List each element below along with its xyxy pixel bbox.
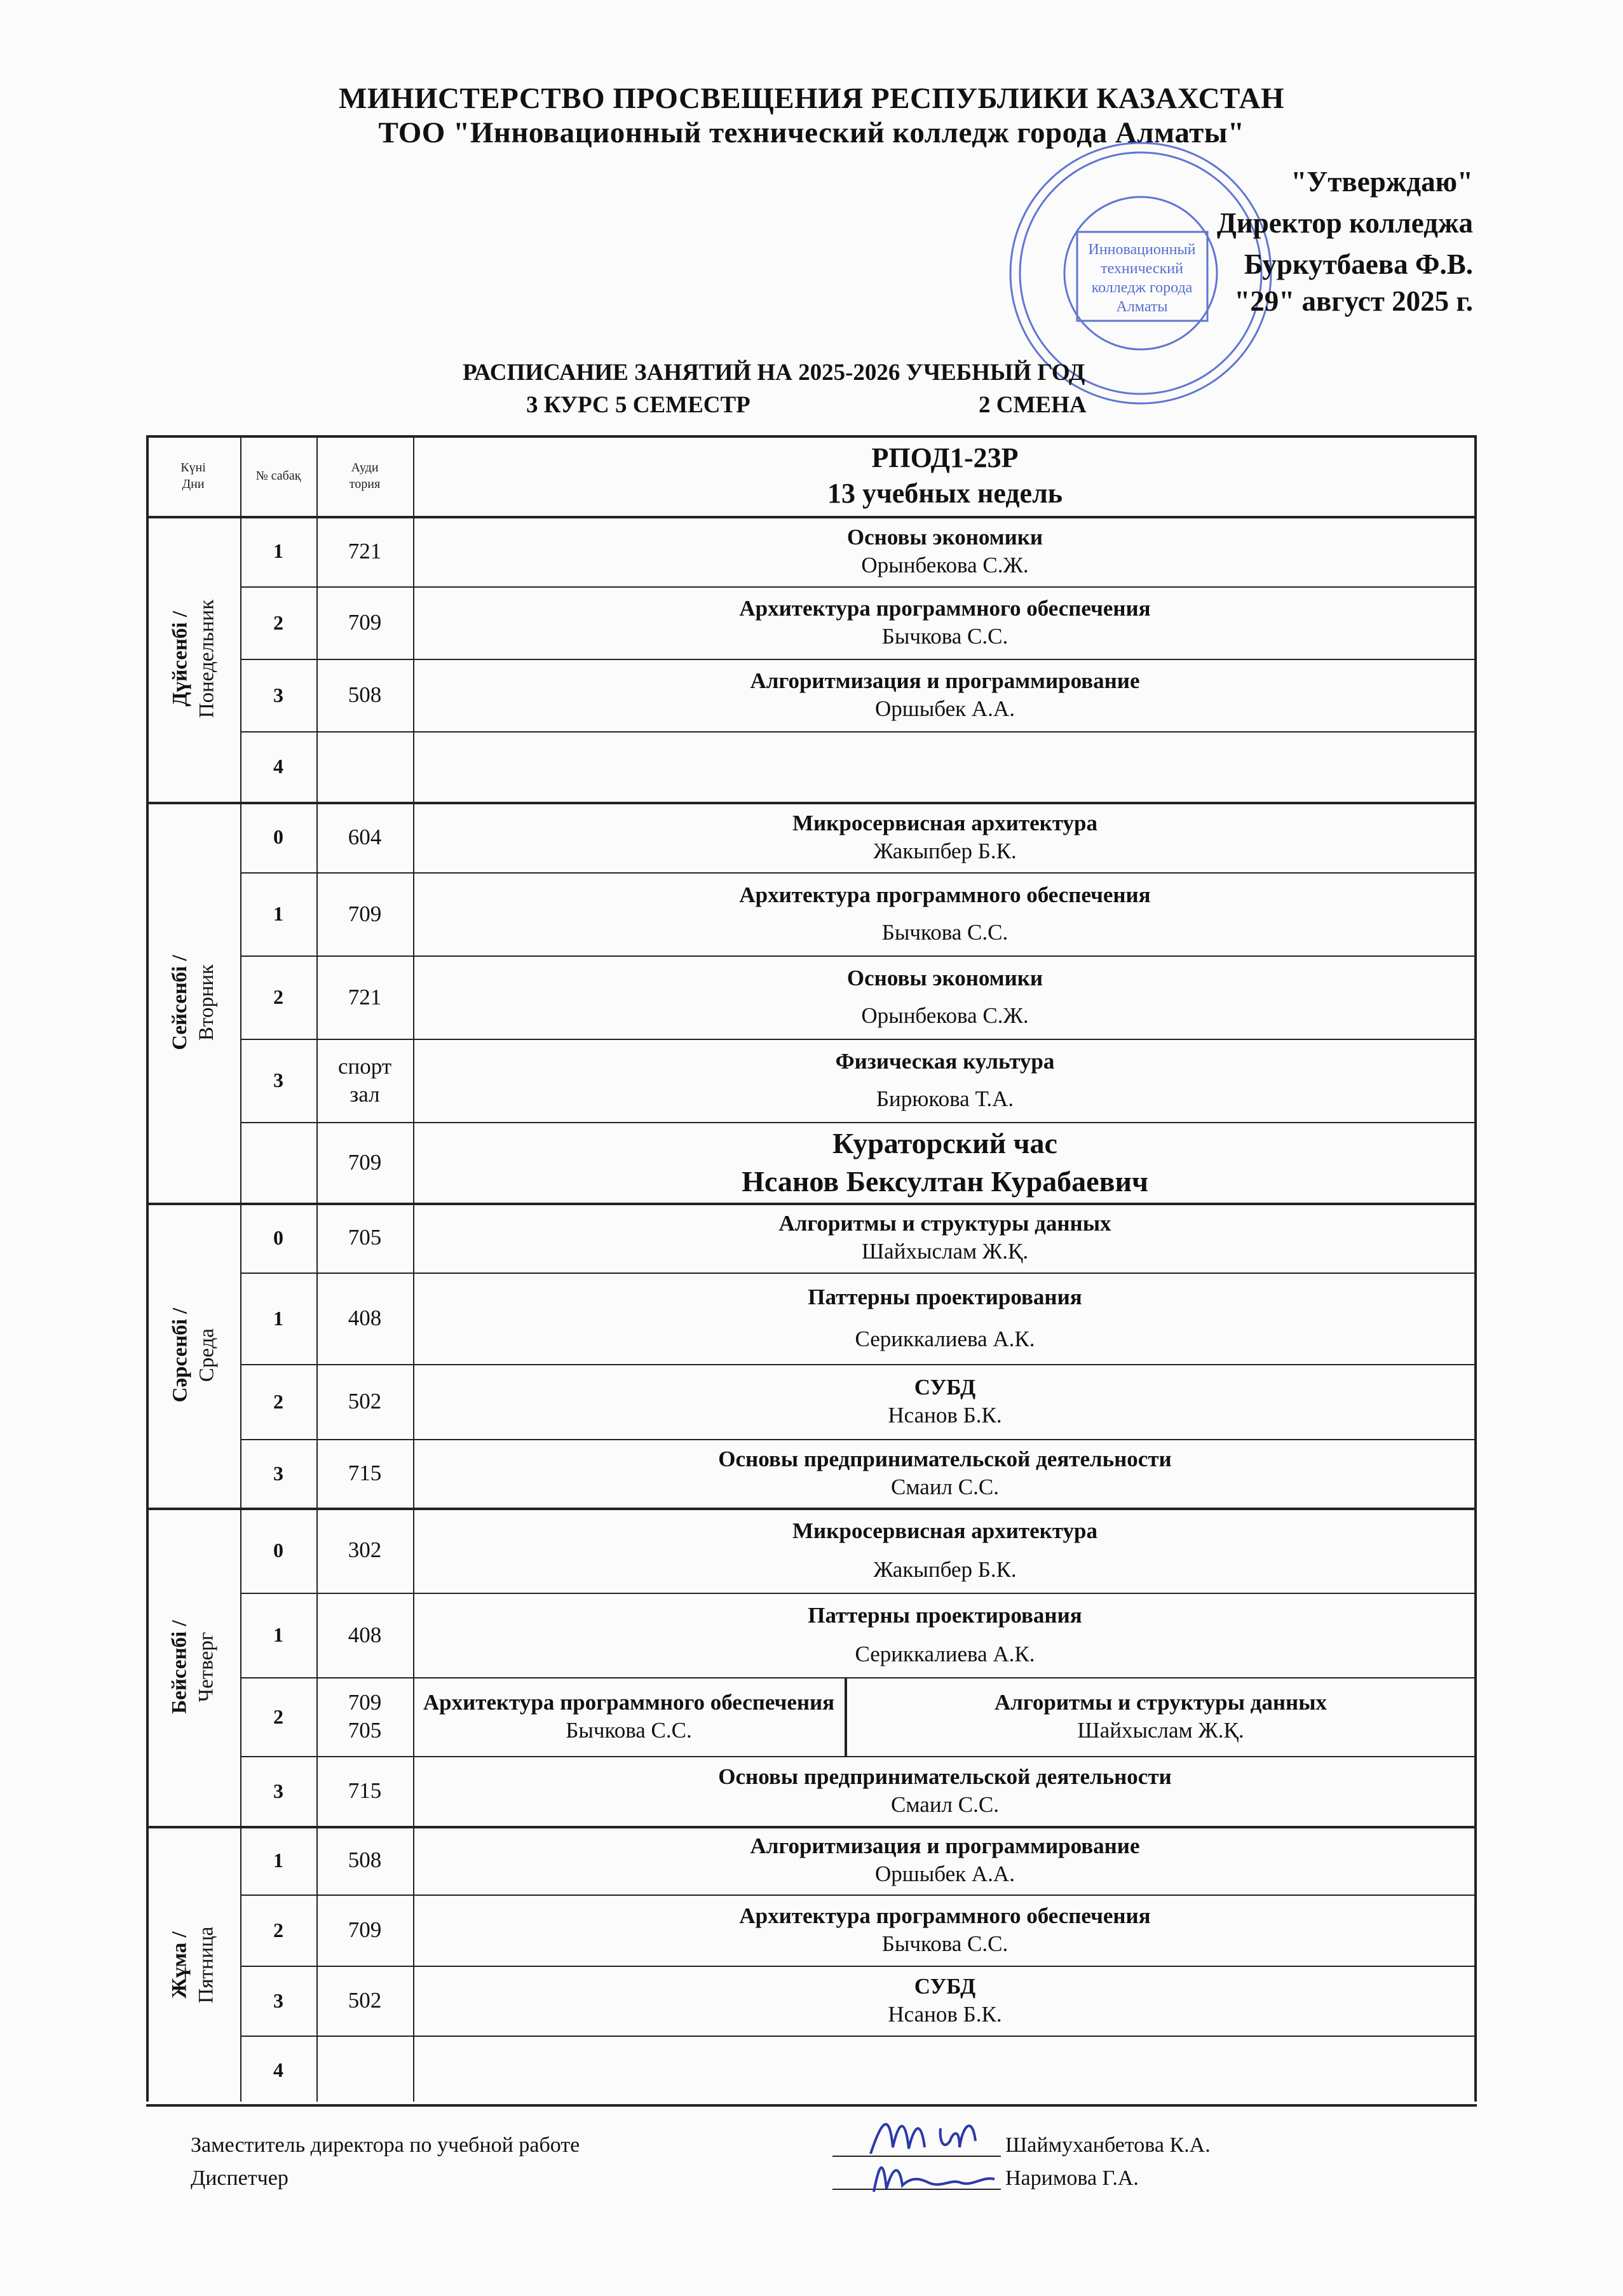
header-group [413, 435, 1477, 516]
room-value: 705 [348, 1225, 382, 1250]
teacher-name: Жакыпбер Б.К. [873, 838, 1017, 863]
room-value: 715 [348, 1461, 382, 1485]
room-cell [316, 1894, 413, 1966]
room-value: 721 [348, 984, 382, 1010]
day-name-kz: Сәрсенбі / [168, 1307, 192, 1403]
lesson-number [240, 1203, 316, 1273]
header-room-1: Ауди [351, 460, 379, 475]
approval-line-3: Буркутбаева Ф.В. [1244, 248, 1473, 280]
table-rule [146, 435, 149, 2102]
room-value: 709 [348, 1917, 382, 1942]
room-value-2: 705 [348, 1718, 382, 1743]
room-cell [316, 1756, 413, 1826]
lesson-cell [413, 1203, 1477, 1273]
lesson-number-value: 1 [273, 1623, 283, 1646]
room-cell [316, 1593, 413, 1677]
table-rule [413, 435, 414, 2102]
lesson-number-value: 2 [273, 611, 283, 634]
lesson-number-value: 4 [273, 755, 283, 778]
lesson-number [240, 731, 316, 802]
room-cell [316, 1439, 413, 1508]
room-cell [316, 1273, 413, 1364]
teacher-name-b: Шайхыслам Ж.Қ. [1077, 1718, 1244, 1743]
room-cell [316, 1122, 413, 1203]
day-name [166, 1620, 220, 1713]
lesson-number-value: 3 [273, 1069, 283, 1091]
weeks-count: 13 учебных недель [827, 477, 1063, 509]
day-name-kz: Сейсенбі / [168, 954, 192, 1050]
lesson-number-value: 0 [273, 1538, 283, 1562]
lesson-number [240, 2036, 316, 2104]
lesson-number [240, 1439, 316, 1508]
subject-name: Архитектура программного обеспечения [423, 1690, 835, 1715]
room-value: 508 [348, 1847, 382, 1872]
room-cell [316, 586, 413, 659]
lesson-cell [413, 1593, 1477, 1677]
shift-label: 2 СМЕНА [979, 392, 1087, 418]
college-heading: ТОО "Инновационный технический колледж города Алматы" [378, 116, 1245, 149]
subject-name: Архитектура программного обеспечения [739, 596, 1151, 621]
teacher-name: Оршыбек А.А. [875, 696, 1015, 721]
lesson-number-value: 3 [273, 683, 283, 706]
day-label [146, 802, 240, 1203]
room-value: 709 [348, 610, 382, 635]
lesson-number-value: 0 [273, 1226, 283, 1249]
lesson-cell [413, 1122, 1477, 1203]
table-rule [146, 2104, 1477, 2107]
lesson-number [240, 802, 316, 872]
table-rule [146, 435, 1477, 438]
course-label: 3 КУРС 5 СЕМЕСТР [526, 392, 750, 418]
subject-name: Алгоритмизация и программирование [750, 668, 1140, 693]
lesson-number [240, 1894, 316, 1966]
approval-line-1: "Утверждаю" [1291, 166, 1473, 198]
subject-name: Паттерны проектирования [808, 1285, 1082, 1309]
teacher-name: Орынбекова С.Ж. [861, 1003, 1029, 1029]
approval-line-4: "29" август 2025 г. [1234, 285, 1473, 317]
teacher-name: Оршыбек А.А. [875, 1861, 1015, 1886]
lesson-number-value: 1 [273, 539, 283, 562]
room-value: 502 [348, 1389, 382, 1414]
lesson-number [240, 1039, 316, 1122]
subject-name: Основы экономики [846, 965, 1043, 990]
lesson-number-value: 3 [273, 1779, 283, 1802]
lesson-cell [413, 731, 1477, 802]
room-cell [316, 2036, 413, 2104]
lesson-number [240, 1122, 316, 1203]
day-name [166, 1308, 220, 1403]
teacher-name: Орынбекова С.Ж. [861, 552, 1029, 577]
subject-name: Физическая культура [835, 1048, 1055, 1074]
room-value: 502 [348, 1988, 382, 2013]
room-cell [316, 1039, 413, 1122]
lesson-cell [413, 1273, 1477, 1364]
room-value: 709 [348, 1690, 382, 1715]
lesson-cell-b [845, 1677, 1477, 1756]
room-cell [316, 1677, 413, 1756]
header-days-ru: Дни [182, 476, 205, 491]
ministry-heading: МИНИСТЕРСТВО ПРОСВЕЩЕНИЯ РЕСПУБЛИКИ КАЗАХСТАН [338, 82, 1285, 115]
header-lesson-label: № сабақ [255, 468, 301, 483]
subject-name: Основы предпринимательской деятельности [718, 1447, 1172, 1471]
subject-name: СУБД [914, 1974, 976, 1999]
header-lesson-no [240, 435, 316, 516]
dispatcher-name: Наримова Г.А. [1005, 2166, 1139, 2190]
lesson-number [240, 1593, 316, 1677]
room-cell [316, 1364, 413, 1439]
curator-hour-title: Кураторский час [832, 1126, 1057, 1159]
room-cell [316, 1203, 413, 1273]
subject-name: Микросервисная архитектура [792, 1518, 1097, 1543]
subject-name: Архитектура программного обеспечения [739, 1903, 1151, 1928]
room-value: 709 [348, 901, 382, 926]
table-rule [240, 435, 241, 2102]
lesson-number-value: 1 [273, 1848, 283, 1872]
lesson-cell [413, 516, 1477, 586]
stamp-text-3: колледж города [1091, 280, 1193, 296]
lesson-number [240, 586, 316, 659]
approval-line-2: Директор колледжа [1216, 207, 1473, 239]
day-label [146, 1826, 240, 2104]
lesson-cell [413, 1039, 1477, 1122]
lesson-number-value: 0 [273, 825, 283, 848]
day-label [146, 516, 240, 802]
lesson-number [240, 1677, 316, 1756]
lesson-number [240, 1756, 316, 1826]
teacher-name: Бычкова С.С. [881, 1931, 1008, 1956]
lesson-cell [413, 1677, 845, 1756]
room-value: 715 [348, 1778, 382, 1803]
room-cell [316, 1508, 413, 1593]
lesson-number [240, 1966, 316, 2036]
room-value-2: зал [350, 1081, 380, 1107]
schedule-table [146, 435, 1477, 2102]
lesson-cell [413, 1966, 1477, 2036]
room-cell [316, 872, 413, 956]
day-name [166, 955, 220, 1050]
lesson-number [240, 516, 316, 586]
subject-name: Основы предпринимательской деятельности [718, 1764, 1172, 1789]
lesson-number-value: 4 [273, 2058, 283, 2081]
header-days-kz: Күні [180, 460, 206, 475]
lesson-number-value: 2 [273, 1389, 283, 1413]
room-cell [316, 802, 413, 872]
teacher-name: Бычкова С.С. [881, 624, 1008, 649]
lesson-cell [413, 872, 1477, 956]
teacher-name: Жакыпбер Б.К. [873, 1557, 1017, 1582]
teacher-name: Нсанов Б.К. [888, 2002, 1002, 2027]
day-name-ru: Пятница [195, 1926, 218, 2004]
day-name-ru: Среда [195, 1328, 219, 1382]
day-label [146, 1203, 240, 1508]
lesson-number-value: 3 [273, 1461, 283, 1485]
curator-name: Нсанов Бексултан Курабаевич [742, 1165, 1148, 1198]
stamp-text-4: Алматы [1116, 299, 1168, 315]
day-name-kz: Дүйсенбі / [168, 611, 192, 707]
day-name [166, 1926, 220, 2003]
header-days [146, 435, 240, 516]
deputy-name: Шаймуханбетова К.А. [1005, 2133, 1211, 2157]
header-room [316, 435, 413, 516]
lesson-number [240, 956, 316, 1039]
subject-name: Паттерны проектирования [808, 1603, 1082, 1628]
teacher-name: Бычкова С.С. [566, 1718, 692, 1743]
subject-name: СУБД [914, 1375, 976, 1400]
subject-name: Архитектура программного обеспечения [739, 882, 1151, 907]
room-value: 508 [348, 682, 382, 707]
stamp-text-1: Инновационный [1088, 241, 1196, 258]
lesson-cell [413, 586, 1477, 659]
day-name-ru: Вторник [195, 964, 219, 1041]
room-cell [316, 956, 413, 1039]
lesson-cell [413, 1364, 1477, 1439]
stamp-text-2: технический [1101, 260, 1183, 277]
teacher-name: Шайхыслам Ж.Қ. [861, 1239, 1029, 1264]
lesson-cell [413, 1894, 1477, 1966]
subject-name: Основы экономики [846, 524, 1043, 550]
day-label [146, 1508, 240, 1826]
room-value: 408 [348, 1622, 382, 1647]
subject-name: Алгоритмизация и программирование [750, 1833, 1140, 1858]
room-cell [316, 731, 413, 802]
group-name: РПОД1-23Р [871, 442, 1019, 473]
day-name-ru: Понедельник [195, 599, 219, 719]
teacher-name: Бирюкова Т.А. [876, 1086, 1014, 1112]
day-name [166, 600, 220, 719]
lesson-cell [413, 1439, 1477, 1508]
schedule-title: РАСПИСАНИЕ ЗАНЯТИЙ НА 2025-2026 УЧЕБНЫЙ ГОД [463, 360, 1085, 386]
lesson-cell [413, 1756, 1477, 1826]
lesson-number-value: 2 [273, 1705, 283, 1728]
dispatcher-signature-icon [864, 2151, 1010, 2201]
room-value: 709 [348, 1149, 382, 1175]
room-value: 604 [348, 824, 382, 849]
deputy-title: Заместитель директора по учебной работе [191, 2133, 580, 2157]
day-name-kz: Бейсенбі / [168, 1619, 191, 1714]
day-name-ru: Четверг [195, 1631, 218, 1702]
table-rule [845, 1677, 847, 1756]
teacher-name: Смаил С.С. [891, 1475, 999, 1499]
teacher-name: Нсанов Б.К. [888, 1403, 1002, 1428]
lesson-number [240, 1826, 316, 1894]
lesson-cell [413, 659, 1477, 731]
lesson-number-value: 2 [273, 1918, 283, 1941]
room-value: 302 [348, 1537, 382, 1562]
room-cell [316, 1826, 413, 1894]
table-rule [316, 435, 318, 2102]
teacher-name: Смаил С.С. [891, 1792, 999, 1817]
room-value: 721 [348, 538, 382, 564]
room-value: 408 [348, 1306, 382, 1330]
room-value: спорт [337, 1053, 392, 1079]
lesson-number-value: 3 [273, 1989, 283, 2012]
lesson-cell [413, 956, 1477, 1039]
lesson-number [240, 1273, 316, 1364]
room-cell [316, 1966, 413, 2036]
lesson-cell [413, 1826, 1477, 1894]
room-cell [316, 516, 413, 586]
teacher-name: Сериккалиева А.К. [855, 1327, 1035, 1351]
teacher-name: Сериккалиева А.К. [855, 1641, 1035, 1666]
lesson-number [240, 659, 316, 731]
day-name-kz: Жұма / [168, 1931, 191, 1999]
lesson-number-value: 1 [273, 902, 283, 925]
lesson-number [240, 1364, 316, 1439]
header-room-2: тория [349, 476, 381, 491]
lesson-number [240, 1508, 316, 1593]
subject-name: Алгоритмы и структуры данных [778, 1211, 1111, 1236]
lesson-number-value: 1 [273, 1306, 283, 1330]
room-cell [316, 659, 413, 731]
subject-name: Микросервисная архитектура [792, 810, 1097, 835]
lesson-cell [413, 2036, 1477, 2104]
subject-name-b: Алгоритмы и структуры данных [994, 1690, 1328, 1715]
dispatcher-title: Диспетчер [191, 2166, 289, 2190]
teacher-name: Бычкова С.С. [881, 920, 1008, 945]
lesson-number-value: 2 [273, 985, 283, 1008]
lesson-cell [413, 1508, 1477, 1593]
lesson-cell [413, 802, 1477, 872]
lesson-number [240, 872, 316, 956]
table-rule [1474, 435, 1477, 2102]
